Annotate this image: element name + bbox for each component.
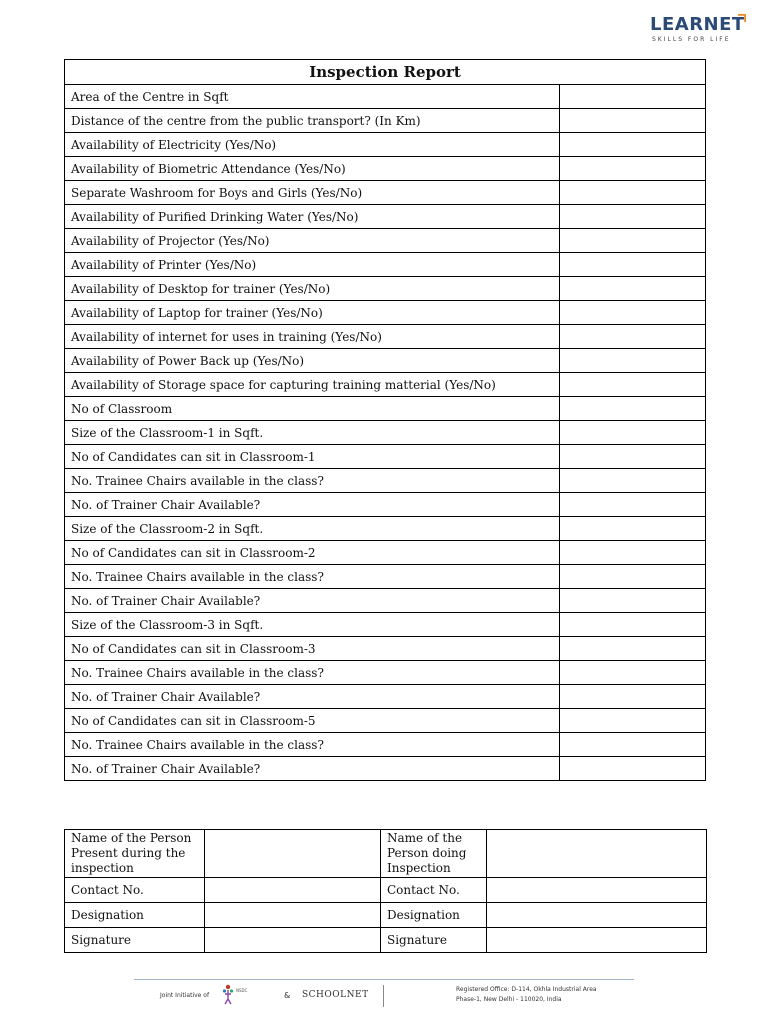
inspector-designation-label: Designation	[381, 903, 487, 928]
present-designation-field[interactable]	[205, 903, 381, 928]
learnet-logo	[648, 14, 748, 48]
table-row	[65, 349, 706, 373]
inspector-signature-field[interactable]	[487, 928, 707, 953]
present-signature-field[interactable]	[205, 928, 381, 953]
report-row-label: No of Candidates can sit in Classroom-5	[65, 709, 560, 733]
report-title: Inspection Report	[65, 60, 706, 85]
table-row	[65, 253, 706, 277]
report-row-value-field[interactable]	[560, 541, 706, 565]
report-row-label: Availability of Electricity (Yes/No)	[65, 133, 560, 157]
table-row	[65, 133, 706, 157]
report-row-label: Availability of Storage space for capturing training matterial (Yes/No)	[65, 373, 560, 397]
table-row	[65, 301, 706, 325]
inspector-contact-label: Contact No.	[381, 878, 487, 903]
report-row-value-field[interactable]	[560, 133, 706, 157]
report-row-label: No of Classroom	[65, 397, 560, 421]
table-row	[65, 565, 706, 589]
report-row-label: Area of the Centre in Sqft	[65, 85, 560, 109]
report-row-value-field[interactable]	[560, 157, 706, 181]
report-body	[65, 85, 706, 781]
report-row-value-field[interactable]	[560, 397, 706, 421]
table-row	[65, 229, 706, 253]
address-line-2: Phase-1, New Delhi - 110020, India	[456, 996, 562, 1003]
schoolnet-logo: SCHOOLNET	[302, 990, 369, 1000]
report-row-value-field[interactable]	[560, 349, 706, 373]
address-line-1: Registered Office: D-114, Okhla Industrial Area	[456, 986, 597, 993]
footer-divider	[134, 979, 634, 980]
contact-label: Contact No.	[65, 878, 205, 903]
report-row-label: No. of Trainer Chair Available?	[65, 685, 560, 709]
report-row-label: Distance of the centre from the public transport? (In Km)	[65, 109, 560, 133]
report-row-label: No. Trainee Chairs available in the class?	[65, 733, 560, 757]
table-row	[65, 397, 706, 421]
signature-label: Signature	[65, 928, 205, 953]
report-row-value-field[interactable]	[560, 661, 706, 685]
inspector-label: Name of the Person doing Inspection	[381, 830, 487, 878]
table-row	[65, 325, 706, 349]
report-row-value-field[interactable]	[560, 445, 706, 469]
nsdc-logo	[222, 984, 274, 1014]
report-row-label: Size of the Classroom-2 in Sqft.	[65, 517, 560, 541]
table-row	[65, 109, 706, 133]
report-row-label: Availability of Power Back up (Yes/No)	[65, 349, 560, 373]
report-row-label: No of Candidates can sit in Classroom-2	[65, 541, 560, 565]
present-contact-field[interactable]	[205, 878, 381, 903]
table-row	[65, 709, 706, 733]
report-row-label: No of Candidates can sit in Classroom-1	[65, 445, 560, 469]
report-row-value-field[interactable]	[560, 421, 706, 445]
report-row-label: Availability of Purified Drinking Water (Yes/No)	[65, 205, 560, 229]
report-row-label: Size of the Classroom-1 in Sqft.	[65, 421, 560, 445]
report-row-label: Availability of Laptop for trainer (Yes/No)	[65, 301, 560, 325]
report-row-value-field[interactable]	[560, 277, 706, 301]
table-row	[65, 373, 706, 397]
table-row	[65, 903, 707, 928]
table-row	[65, 517, 706, 541]
report-row-label: Separate Washroom for Boys and Girls (Yes/No)	[65, 181, 560, 205]
table-row	[65, 205, 706, 229]
logo-wordmark: LEARNET	[650, 14, 745, 35]
report-row-label: No. Trainee Chairs available in the class?	[65, 565, 560, 589]
present-person-label: Name of the Person Present during the inspection	[65, 830, 205, 878]
report-row-value-field[interactable]	[560, 493, 706, 517]
table-row	[65, 733, 706, 757]
table-row	[65, 661, 706, 685]
report-row-value-field[interactable]	[560, 685, 706, 709]
table-row	[65, 421, 706, 445]
table-row	[65, 181, 706, 205]
report-row-value-field[interactable]	[560, 589, 706, 613]
report-row-value-field[interactable]	[560, 709, 706, 733]
report-row-value-field[interactable]	[560, 565, 706, 589]
report-row-label: No. Trainee Chairs available in the class?	[65, 469, 560, 493]
report-row-label: No. of Trainer Chair Available?	[65, 589, 560, 613]
report-row-label: Availability of internet for uses in training (Yes/No)	[65, 325, 560, 349]
table-row	[65, 928, 707, 953]
persons-table	[64, 829, 707, 953]
report-row-value-field[interactable]	[560, 205, 706, 229]
table-row	[65, 469, 706, 493]
footer-separator	[383, 985, 384, 1007]
report-row-value-field[interactable]	[560, 325, 706, 349]
report-row-value-field[interactable]	[560, 373, 706, 397]
logo-tagline: SKILLS FOR LIFE	[652, 36, 731, 43]
inspector-name-field[interactable]	[487, 830, 707, 878]
report-row-value-field[interactable]	[560, 757, 706, 781]
table-row	[65, 277, 706, 301]
report-row-label: No. of Trainer Chair Available?	[65, 493, 560, 517]
report-row-value-field[interactable]	[560, 253, 706, 277]
report-row-label: Availability of Projector (Yes/No)	[65, 229, 560, 253]
nsdc-figure-icon	[222, 984, 234, 1006]
inspector-signature-label: Signature	[381, 928, 487, 953]
nsdc-name: NSDC	[236, 988, 248, 993]
table-row	[65, 85, 706, 109]
report-row-value-field[interactable]	[560, 733, 706, 757]
table-row	[65, 878, 707, 903]
logo-accent-icon	[737, 14, 746, 23]
report-row-value-field[interactable]	[560, 637, 706, 661]
table-row	[65, 757, 706, 781]
report-row-label: Size of the Classroom-3 in Sqft.	[65, 613, 560, 637]
inspection-report-table	[64, 59, 706, 781]
report-row-label: No. of Trainer Chair Available?	[65, 757, 560, 781]
report-row-label: No of Candidates can sit in Classroom-3	[65, 637, 560, 661]
table-row	[65, 613, 706, 637]
report-row-value-field[interactable]	[560, 85, 706, 109]
ampersand: &	[284, 991, 291, 1000]
report-row-value-field[interactable]	[560, 181, 706, 205]
joint-initiative-text: Joint Initiative of	[160, 992, 210, 999]
report-row-value-field[interactable]	[560, 229, 706, 253]
report-row-value-field[interactable]	[560, 109, 706, 133]
table-row	[65, 493, 706, 517]
inspector-designation-field[interactable]	[487, 903, 707, 928]
table-row	[65, 157, 706, 181]
table-row	[65, 541, 706, 565]
report-row-label: Availability of Biometric Attendance (Yes/No)	[65, 157, 560, 181]
report-row-value-field[interactable]	[560, 301, 706, 325]
report-row-value-field[interactable]	[560, 469, 706, 493]
table-row	[65, 445, 706, 469]
inspector-contact-field[interactable]	[487, 878, 707, 903]
present-person-name-field[interactable]	[205, 830, 381, 878]
table-row	[65, 685, 706, 709]
table-row	[65, 637, 706, 661]
table-row	[65, 830, 707, 878]
report-row-value-field[interactable]	[560, 517, 706, 541]
table-row	[65, 589, 706, 613]
report-row-label: Availability of Desktop for trainer (Yes/No)	[65, 277, 560, 301]
report-row-value-field[interactable]	[560, 613, 706, 637]
report-row-label: No. Trainee Chairs available in the class?	[65, 661, 560, 685]
designation-label: Designation	[65, 903, 205, 928]
report-row-label: Availability of Printer (Yes/No)	[65, 253, 560, 277]
